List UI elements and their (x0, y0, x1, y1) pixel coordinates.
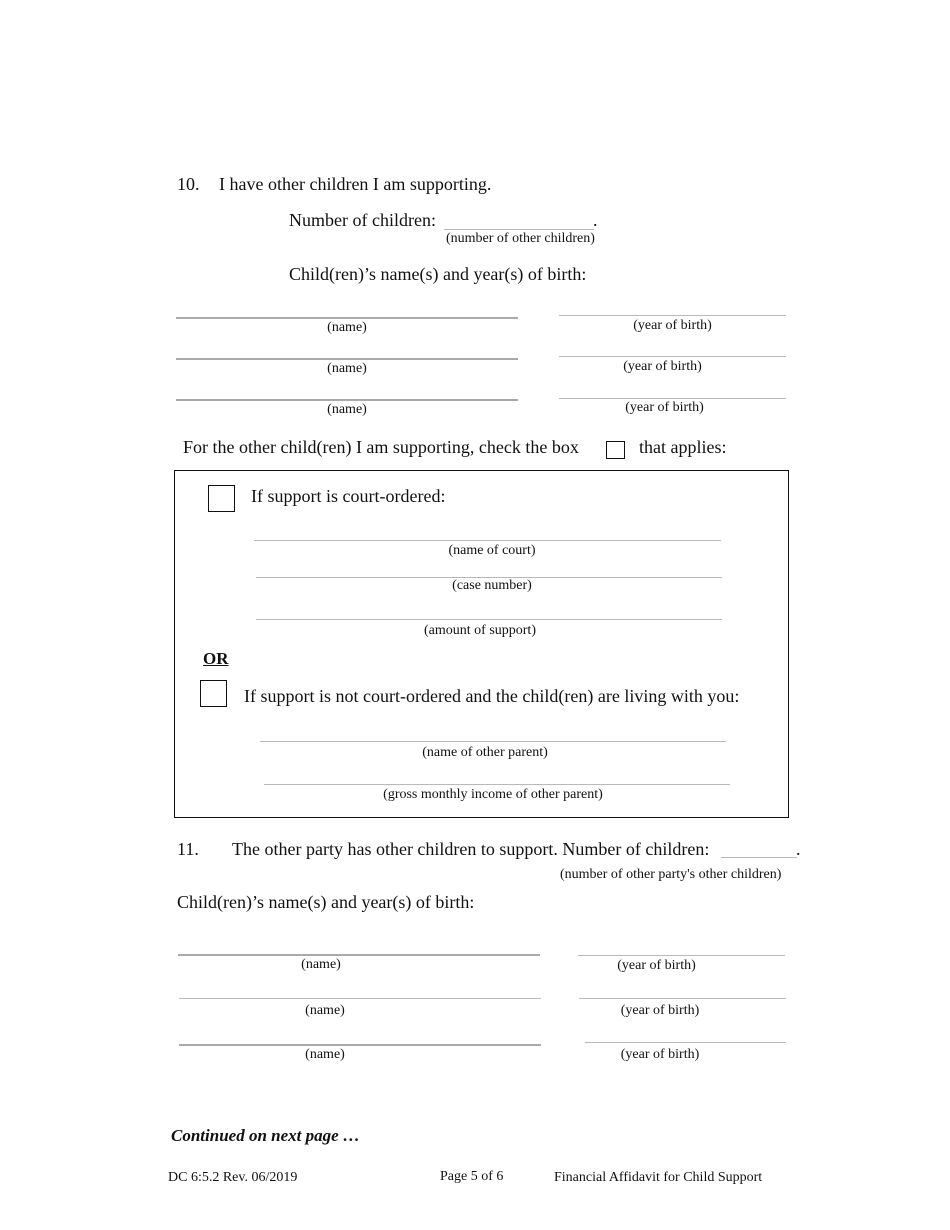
child-year-input[interactable] (559, 398, 786, 399)
child-name-input[interactable] (176, 399, 518, 401)
support-amount-caption: (amount of support) (424, 623, 536, 638)
child-year-input[interactable] (559, 356, 786, 357)
not-court-ordered-checkbox[interactable] (200, 680, 227, 707)
example-checkbox-icon (606, 441, 625, 459)
period: . (796, 839, 801, 859)
footer-page-number: Page 5 of 6 (440, 1169, 504, 1184)
or-label: OR (203, 649, 229, 668)
child-year-input[interactable] (559, 315, 786, 316)
child-year-caption: (year of birth) (633, 318, 712, 333)
other-party-child-name-caption: (name) (305, 1003, 345, 1018)
child-year-caption: (year of birth) (623, 359, 702, 374)
other-parent-name-caption: (name of other parent) (422, 745, 548, 760)
other-party-child-name-caption: (name) (305, 1047, 345, 1062)
other-party-child-year-input[interactable] (585, 1042, 786, 1043)
other-party-child-name-input[interactable] (179, 998, 541, 999)
other-party-children-names-label: Child(ren)’s name(s) and year(s) of birth: (177, 892, 475, 912)
other-party-num-children-input[interactable] (721, 857, 797, 858)
other-parent-income-caption: (gross monthly income of other parent) (383, 787, 603, 802)
case-number-caption: (case number) (452, 578, 532, 593)
section-10-heading: I have other children I am supporting. (219, 174, 492, 194)
other-party-child-year-input[interactable] (579, 998, 786, 999)
not-court-ordered-label: If support is not court-ordered and the child(ren) are living with you: (244, 686, 740, 706)
other-party-child-name-input[interactable] (178, 954, 540, 956)
num-children-input[interactable] (444, 229, 594, 230)
other-party-child-year-caption: (year of birth) (620, 1003, 700, 1018)
check-prompt: For the other child(ren) I am supporting, check the box (183, 437, 579, 457)
num-children-caption: (number of other children) (446, 231, 595, 246)
other-party-child-name-input[interactable] (179, 1044, 541, 1046)
check-prompt-suffix: that applies: (639, 437, 727, 457)
support-options-box (174, 470, 789, 818)
section-11-number: 11. (177, 839, 199, 859)
other-party-child-year-caption: (year of birth) (620, 1047, 700, 1062)
court-ordered-label: If support is court-ordered: (251, 486, 446, 506)
other-party-child-year-caption: (year of birth) (617, 958, 696, 973)
court-ordered-checkbox[interactable] (208, 485, 235, 512)
other-parent-income-input[interactable] (264, 784, 730, 785)
court-name-caption: (name of court) (448, 543, 536, 558)
child-name-caption: (name) (327, 320, 367, 335)
other-party-num-children-caption: (number of other party's other children) (560, 867, 782, 882)
child-name-input[interactable] (176, 358, 518, 360)
child-year-caption: (year of birth) (625, 400, 704, 415)
section-10-number: 10. (177, 174, 200, 194)
court-name-input[interactable] (254, 540, 721, 541)
child-name-caption: (name) (327, 402, 367, 417)
child-name-caption: (name) (327, 361, 367, 376)
other-party-child-year-input[interactable] (578, 955, 785, 956)
child-name-input[interactable] (176, 317, 518, 319)
support-amount-input[interactable] (256, 619, 722, 620)
section-11-heading: The other party has other children to support. Number of children: (232, 839, 710, 859)
period: . (593, 210, 598, 230)
other-party-child-name-caption: (name) (301, 957, 341, 972)
children-names-label: Child(ren)’s name(s) and year(s) of birth: (289, 264, 587, 284)
continued-note: Continued on next page … (171, 1126, 360, 1145)
num-children-label: Number of children: (289, 210, 436, 230)
footer-form-title: Financial Affidavit for Child Support (554, 1170, 763, 1185)
other-parent-name-input[interactable] (260, 741, 726, 742)
footer-form-id: DC 6:5.2 Rev. 06/2019 (168, 1170, 298, 1185)
